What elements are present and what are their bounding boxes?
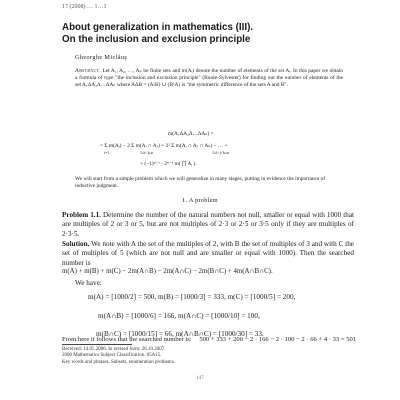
- footnote-rule: [62, 344, 132, 345]
- abstract-equation-2: = Σ m(Aᵢ) − 2 Σ m(Aᵢ ∩ Aⱼ) + 2² Σ m(Aᵢ ∩ Aⱼ ∩ Aₖ) − … +: [100, 143, 228, 149]
- footnote-received: Received: 14.05.2006. In revised form: 26.10.2007.: [62, 347, 166, 352]
- footnote-keywords: Key words and phrases. Subsets, enumeration problems.: [62, 359, 175, 365]
- abstract-eq-sub-1: i=1: [104, 150, 110, 155]
- solution-formula: m(A) + m(B) + m(C) − 2m(A∩B) − 2m(A∩C) − 2m(B∩C) + 4m(A∩B∩C).: [62, 268, 273, 275]
- solution-line-1: m(A) = [1000/2] = 500, m(B) = [1000/3] = 333, m(C) = [1000/5] = 200,: [88, 293, 296, 301]
- solution-paragraph: [62, 240, 354, 268]
- solution-line-2: m(A∩B) = [1000/6] = 166, m(A∩C) = [1000/10] = 100,: [98, 312, 260, 320]
- section-title: 1. A problem: [182, 197, 218, 204]
- title-line-2: On the inclusion and exclusion principle: [62, 34, 251, 45]
- running-head: 17 (2008) … 1…1: [62, 4, 107, 10]
- author-name: Gheorghe Miclăuş: [75, 54, 128, 61]
- abstract-label: Abstract.: [75, 68, 101, 74]
- footnotes: [62, 347, 354, 366]
- abstract-eq-sub-2: 1≤i<j≤n: [140, 150, 153, 155]
- solution-text: We note with A the set of the multiples of 2, with B the set of multiples of 3 and with C the set of multiples of 5 (which are not null and are smaller or equal with 1000). Then the searched number is: [62, 240, 355, 267]
- page-number: 147: [196, 376, 204, 381]
- paper-title: [62, 22, 362, 46]
- title-line-1: About generalization in mathematics (III).: [62, 22, 254, 33]
- from-here-label: From here it follows that the searched number is:: [62, 336, 192, 343]
- we-have-text: We have:: [75, 279, 102, 287]
- abstract-intro: We will start from a simple problem which we will generalize in many stages, putting in evidence the importance of inductive judgment.: [75, 176, 326, 189]
- solution-label: Solution.: [62, 240, 90, 248]
- abstract-eq-sub-3: 1≤i<j<k≤n: [212, 150, 230, 155]
- solution-line-3: m(B∩C) = [1000/15] = 66, m(A∩B∩C) = [1000/30] = 33.: [96, 330, 264, 338]
- final-result: 500 + 333 + 200 − 2 · 166 − 2 · 100 − 2 · 66 + 4 · 33 = 501: [199, 336, 357, 343]
- abstract-equation-3: + (−1)ⁿ⁻¹ · 2ⁿ⁻¹ m( ⋂ Aᵢ ).: [140, 161, 197, 167]
- problem-paragraph: [62, 211, 354, 239]
- from-here-text: [62, 336, 356, 343]
- abstract-text: Let A₁, A₂, …, Aₙ be finite sets and m(Aᵢ) denote the number of elements of the set Aᵢ. In this paper we obtain a formula of type "the inclusion and exclusion principle" (Boole-Sylvester) for finding out the number of elements of the set A₁ΔA₂Δ…ΔAₙ where AΔB = (A\B) ∪ (B\A) is "the symmetric difference of the sets A and B".: [75, 68, 343, 88]
- footnote-msc: 2000 Mathematics Subject Classification. 05A15.: [62, 353, 162, 359]
- problem-label: Problem 1.1.: [62, 211, 101, 219]
- abstract-equation-1: m(A₁ΔA₂Δ…ΔAₙ) =: [168, 131, 214, 137]
- problem-text: Determine the number of the natural numbers not null, smaller or equal with 1000 that are multiples of 2 or 3 or 5, but are not multiples of 2·3 or 2·5 or 3·5 only if they are multiples of 2·3·5.: [62, 211, 355, 238]
- abstract: [75, 68, 343, 89]
